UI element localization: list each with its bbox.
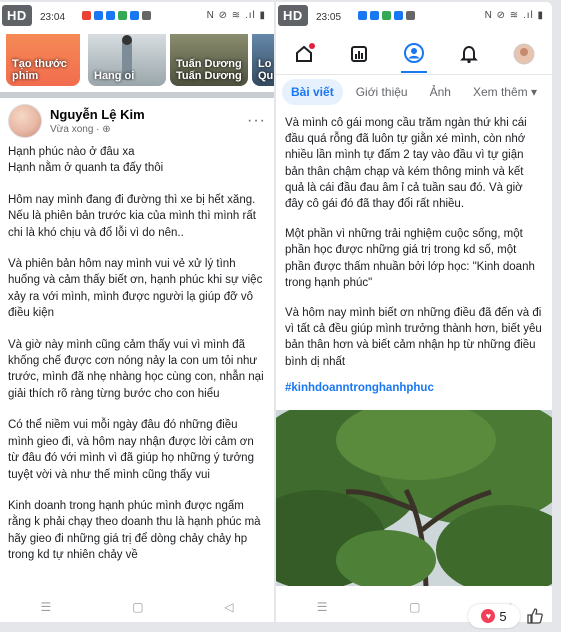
- notification-dot: [309, 43, 315, 49]
- profile-icon[interactable]: [401, 35, 427, 73]
- reaction-summary[interactable]: [468, 604, 520, 628]
- back-icon[interactable]: ◁: [224, 600, 234, 614]
- post-paragraph: Hạnh phúc nào ở đâu xa Hạnh nằm ở quanh ta đấy thôi: [8, 146, 164, 175]
- notification-icons: [82, 11, 151, 20]
- hashtag-link[interactable]: #kinhdoanntronghanhphuc: [285, 381, 434, 394]
- more-options-icon[interactable]: ···: [247, 112, 266, 129]
- like-icon[interactable]: [524, 604, 546, 628]
- recent-apps-icon[interactable]: ☰: [316, 600, 328, 614]
- post-header: [0, 98, 274, 142]
- home-icon[interactable]: ▢: [132, 600, 144, 614]
- post-body: [0, 142, 274, 564]
- story-partial[interactable]: Lo Qu: [252, 34, 274, 86]
- status-time: 23:04: [40, 12, 66, 23]
- story-create-reel[interactable]: Tạo thước phim: [6, 34, 80, 86]
- recent-apps-icon[interactable]: ☰: [40, 600, 52, 614]
- post-paragraph: Hôm nay mình đang đi đường thì xe bị hết xăng. Nếu là phiên bản trước kia của mình thì mình rất chi là khó chịu và đổ lỗi vì do nên..: [8, 193, 256, 239]
- notification-icons: [358, 11, 415, 20]
- status-right-icons: N ⊘ ≋ .ıl ▮: [206, 10, 266, 21]
- facebook-top-nav: [276, 34, 552, 75]
- status-time: 23:05: [316, 12, 342, 23]
- tab-posts[interactable]: Bài viết: [282, 79, 343, 105]
- tree-photo: [276, 410, 552, 586]
- post-time: Vừa xong · ⊕: [50, 124, 111, 135]
- post-paragraph: Có thể niềm vui mỗi ngày đâu đó những điều mình gieo đi, và hôm nay nhận được lời cảm ơn từ đâu đó với mình vì đã giúp họ những ý tưởng tuyệt vời và như thế mình cũng thấy vui: [8, 419, 254, 481]
- status-right-icons: N ⊘ ≋ .ıl ▮: [484, 10, 544, 21]
- feeds-icon[interactable]: [346, 41, 372, 67]
- left-phone-screen: [0, 2, 274, 622]
- menu-avatar[interactable]: [511, 41, 537, 67]
- story-tuan-duong[interactable]: Tuấn Dương Tuấn Dương: [170, 34, 248, 86]
- stories-row: [0, 34, 274, 92]
- post-paragraph: Và phiên bản hôm nay mình vui vẻ xử lý tình huống và cảm thấy biết ơn, hạnh phúc khi sự việc xảy ra với mình, mình được người lạ giúp đỡ vô điều kiện: [8, 258, 263, 320]
- status-bar: [276, 2, 552, 34]
- post-paragraph: Và mình cô gái mong cầu trăm ngàn thứ khi cái đầu quá rỗng đã luôn tự giằn xé mình, còn nhớ nhiều lần mình tự đấm 2 tay vào đầu vì tự giận bản thân chậm chạp và kém thông minh và kết quả là cái đầu đau âm ỉ cả tuần sau đó. Và giờ đây cô gái đó đã thay đổi rất nhiều.: [285, 117, 527, 211]
- tab-photos[interactable]: Ảnh: [429, 85, 451, 99]
- tab-see-more[interactable]: Xem thêm ▾: [472, 85, 537, 99]
- reaction-count: 5: [499, 608, 507, 624]
- system-nav-bar: [0, 592, 274, 622]
- post-paragraph: Và hôm nay mình biết ơn những điều đã đến và đi vì tất cả đều giúp mình trưởng thành hơn, biết yêu bản thân hơn và biết cảm nhận hp từ những điều bình dị nhất: [285, 307, 542, 368]
- home-icon[interactable]: [291, 41, 317, 67]
- chevron-down-icon: ▾: [530, 85, 537, 99]
- post-paragraph: Một phần vì những trải nghiệm cuộc sống, một phần học được những giá trị trong kd số, một phần được thấm nhuần bởi lớp học: "Kinh doanh trong hạnh phúc": [285, 228, 535, 289]
- avatar[interactable]: [8, 104, 42, 138]
- story-hang-oi[interactable]: Hang oi: [88, 34, 166, 86]
- heart-icon: ♥: [481, 609, 495, 623]
- post-paragraph: Kinh doanh trong hạnh phúc mình được ngấm rằng k phải chạy theo doanh thu là hạnh phúc mà hãy gieo đi những giá trị để dòng chảy chảy hp trong kd tự nhiên chảy về: [8, 499, 261, 562]
- right-phone-screen: [276, 2, 552, 622]
- tab-about[interactable]: Giới thiệu: [355, 85, 408, 99]
- hd-badge: HD: [2, 5, 32, 26]
- status-bar: [0, 2, 274, 34]
- bell-icon[interactable]: [456, 41, 482, 67]
- author-name[interactable]: Nguyễn Lệ Kim: [50, 107, 145, 122]
- post-body: [276, 109, 552, 370]
- post-paragraph: Và giờ này mình cũng cảm thấy vui vì mình đã khống chế được cơn nóng nảy la con um tỏi như trước, mình đã nhẹ nhàng học cùng con, nhẫn nại giải thích rõ ràng từng bước cho con hiểu: [8, 338, 264, 400]
- hd-badge: HD: [278, 5, 308, 26]
- home-icon[interactable]: ▢: [409, 600, 421, 614]
- post-photo[interactable]: [276, 410, 552, 586]
- profile-tabs: [276, 75, 552, 109]
